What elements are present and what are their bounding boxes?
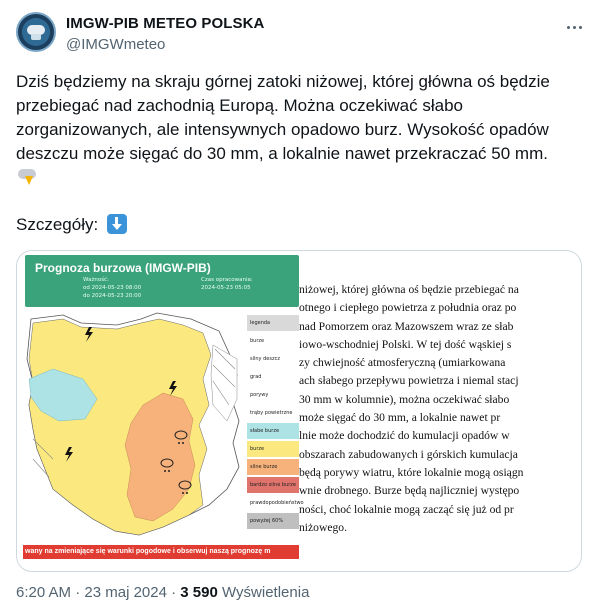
doc-line: wnie drobnego. Burze będą najliczniej występo [299, 484, 520, 498]
doc-line: 30 mm w kolumnie), można oczekiwać słabo [299, 392, 510, 406]
doc-line: niżowego. [299, 520, 347, 534]
doc-line: otnego i ciepłego powietrza z południa oraz po [299, 301, 517, 315]
separator: · [171, 584, 177, 601]
legend-item: silne burze [247, 459, 299, 475]
legend-item: porywy [250, 392, 269, 398]
map-header [25, 255, 299, 307]
cloud-lightning-rain-icon [16, 167, 38, 187]
legend-item: burze [247, 441, 299, 457]
doc-line: będą porywy wiatru, które lokalnie mogą osiągn [299, 465, 524, 479]
tweet-header [16, 12, 587, 60]
doc-line: niżowej, której główna oś będzie przebiegać na [299, 283, 519, 296]
legend-item: grad [250, 374, 262, 380]
tweet-text [16, 70, 586, 190]
legend-item: bardzo silne burze [247, 477, 299, 493]
tweet-meta [16, 584, 309, 601]
issued-time: 2024-05-23 05:05 [201, 285, 251, 291]
legend-item: słabe burze [247, 423, 299, 439]
tweet-image[interactable] [16, 250, 582, 572]
legend-item: legenda [247, 315, 299, 331]
avatar[interactable] [16, 12, 56, 52]
legend-item: burze [250, 338, 265, 344]
view-count: 3 590 [180, 584, 218, 601]
doc-line: ach słabego przepływu powietrza i niemal stacj [299, 374, 519, 388]
doc-line: obszarach zabudowanych i górskich kumulacja [299, 447, 518, 461]
tweet-time[interactable]: 6:20 AM [16, 584, 72, 601]
details-label: Szczegóły: [16, 215, 99, 234]
map-title: Prognoza burzowa (IMGW-PIB) [35, 261, 211, 275]
legend-item: silny deszcz [250, 356, 280, 362]
doc-line: może sięgać do 30 mm, a lokalnie nawet pr [299, 411, 501, 425]
author-handle[interactable]: @IMGWmeteo [66, 36, 166, 53]
map-footer: wany na zmieniające się warunki pogodowe i obserwuj naszą prognozę m [23, 545, 299, 559]
storm-forecast-map [23, 251, 304, 561]
valid-to: do 2024-05-23 20:00 [83, 293, 142, 299]
dot-icon [579, 26, 582, 29]
legend-item: powyżej 60% [247, 513, 299, 529]
validity-label: Ważność: [83, 277, 109, 283]
down-arrow-icon [107, 214, 127, 234]
doc-line: iowo-wschodniej Polski. W tej dość wąskiej s [299, 337, 512, 351]
doc-line: zy chwiejność atmosferyczną (umiarkowana [299, 356, 506, 370]
legend-item: prawdopodobieństwo [250, 500, 304, 506]
legend-item: trąby powietrzne [250, 410, 293, 416]
views-label: Wyświetlenia [222, 584, 310, 601]
poland-map [23, 309, 245, 545]
author-name[interactable]: IMGW-PIB METEO POLSKA [66, 15, 265, 32]
issued-label: Czas opracowania: [201, 277, 253, 283]
doc-line: lnie może dochodzić do kumulacji opadów w [299, 429, 510, 443]
map-legend [247, 315, 304, 531]
doc-line: nad Pomorzem oraz Mazowszem wraz ze słab [299, 319, 514, 333]
separator: · [75, 584, 81, 601]
dot-icon [573, 26, 576, 29]
valid-from: od 2024-05-23 08:00 [83, 285, 142, 291]
imgw-logo-icon [22, 18, 50, 46]
tweet-body: Dziś będziemy na skraju górnej zatoki niżowej, której główna oś będzie przebiegać nad zachodnią Europą. Można oczekiwać słabo zorganizowanych, ale intensywnych opadowo burz. Wysokość opadów deszczu może sięgać do 30 mm, a lokalnie nawet przekraczać 50 mm. [16, 72, 550, 163]
doc-line: ności, choć lokalnie mogą zacząć się już od pr [299, 502, 514, 516]
more-options-button[interactable] [563, 16, 585, 38]
tweet-date[interactable]: 23 maj 2024 [84, 584, 167, 601]
details-line [16, 214, 127, 235]
dot-icon [567, 26, 570, 29]
forecast-document [299, 281, 582, 551]
